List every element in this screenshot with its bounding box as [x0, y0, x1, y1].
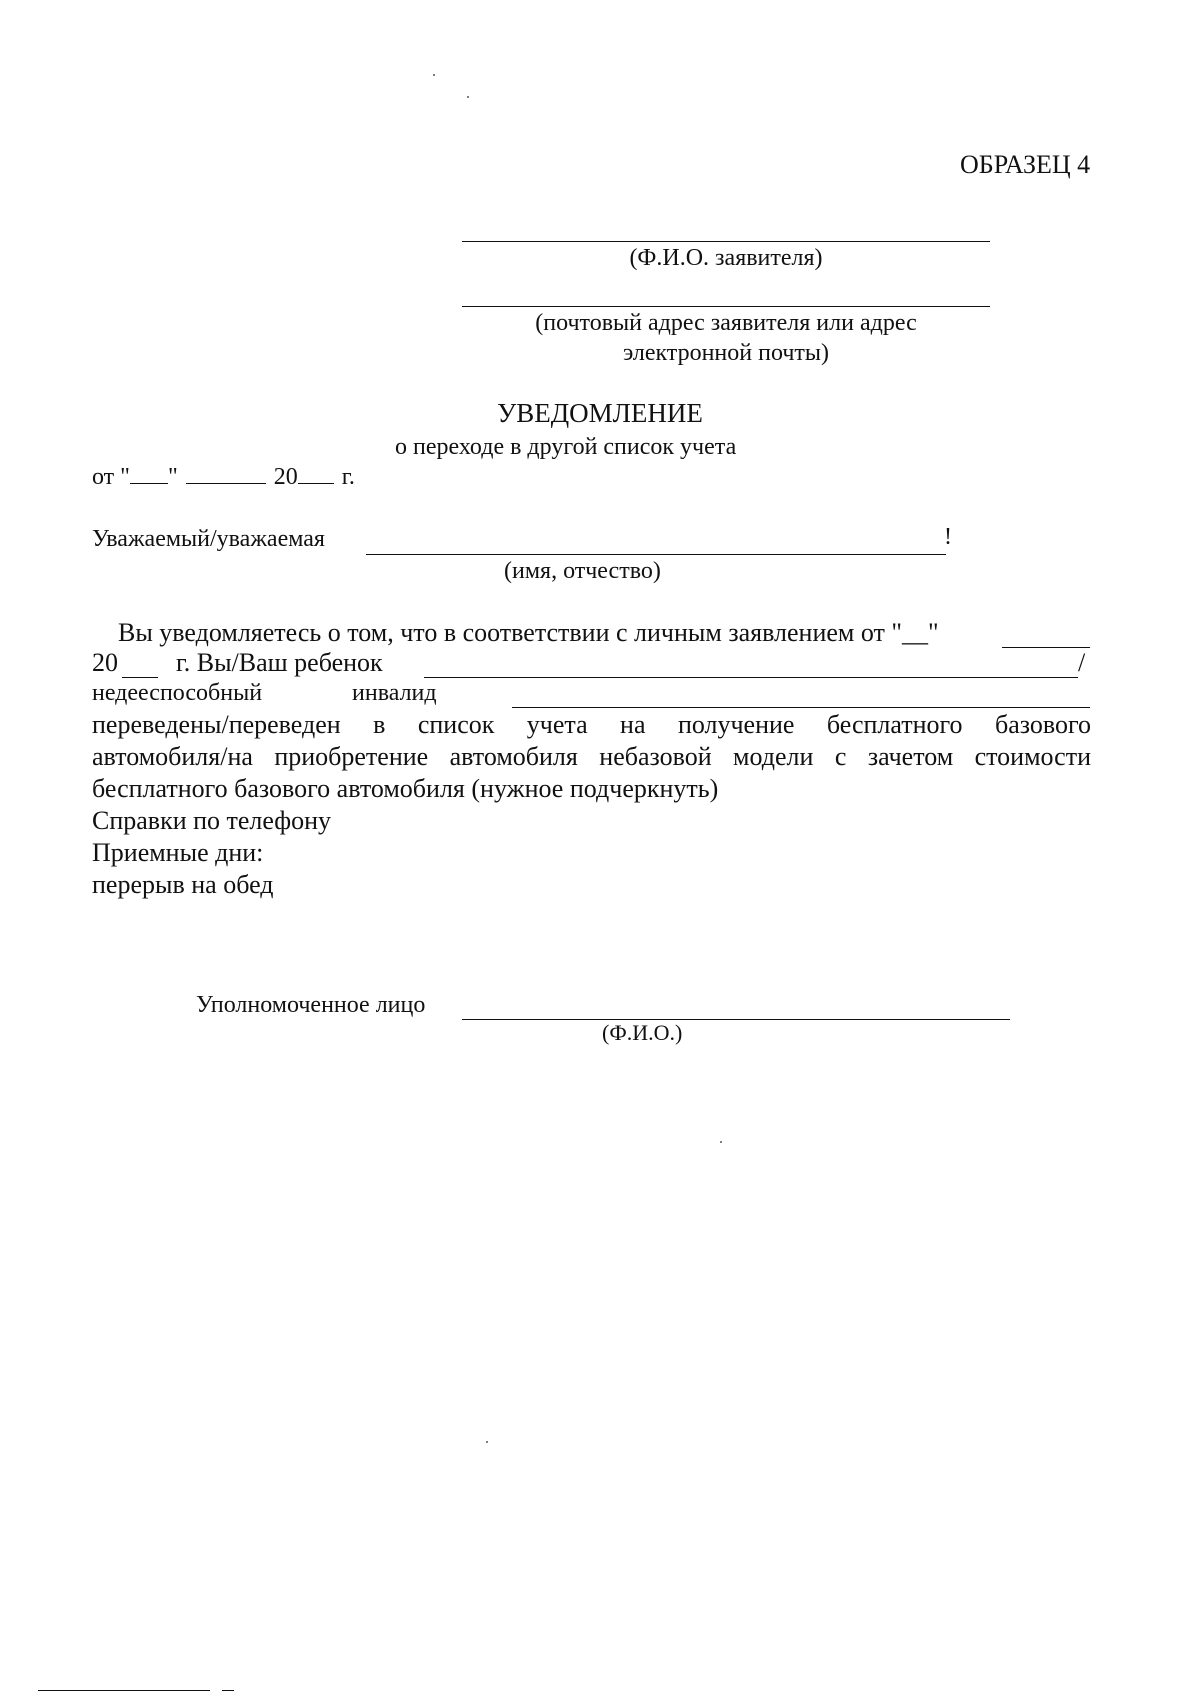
body-line-2-slash: /	[1078, 648, 1086, 677]
body-line-3-word-1: недееспособный	[92, 680, 263, 706]
lunch-break: перерыв на обед	[92, 870, 274, 899]
body-line-2-text: г. Вы/Ваш ребенок	[176, 648, 383, 677]
date-year-blank	[298, 465, 334, 484]
scan-speck	[467, 96, 469, 98]
greeting-label: Уважаемый/уважаемая	[92, 526, 325, 552]
signature-line	[462, 1019, 1010, 1020]
date-year: 20	[273, 464, 298, 490]
body-line-1-blank	[1002, 647, 1090, 648]
signature-caption: (Ф.И.О.)	[602, 1020, 683, 1045]
scan-speck	[486, 1441, 488, 1443]
applicant-address-caption-2: электронной почты)	[622, 340, 830, 366]
signature-label: Уполномоченное лицо	[196, 992, 426, 1018]
body-line-1: Вы уведомляетесь о том, что в соответствии с личным заявлением от "__"	[118, 618, 939, 647]
applicant-fio-caption: (Ф.И.О. заявителя)	[629, 245, 823, 271]
applicant-fio-line	[462, 241, 990, 242]
date-prefix: от "	[92, 464, 130, 490]
greeting-exclamation: !	[944, 524, 952, 550]
body-line-3-blank	[512, 707, 1090, 708]
date-day-blank	[130, 465, 168, 484]
date-quote: "	[167, 464, 178, 490]
body-line-2-year: 20	[92, 648, 118, 677]
footnote-rule	[38, 1690, 210, 1691]
applicant-address-line	[462, 306, 990, 307]
notice-date	[92, 464, 355, 491]
reception-days: Приемные дни:	[92, 838, 264, 867]
footnote-rule-tail	[222, 1690, 234, 1691]
greeting-caption: (имя, отчество)	[504, 558, 661, 584]
sample-label: ОБРАЗЕЦ 4	[960, 150, 1091, 179]
applicant-address-caption-1: (почтовый адрес заявителя или адрес	[535, 310, 917, 336]
scan-speck	[433, 74, 435, 76]
body-line-6: бесплатного базового автомобиля (нужное подчеркнуть)	[92, 774, 719, 803]
notice-subtitle: о переходе в другой список учета	[395, 434, 737, 460]
body-line-3-word-2: инвалид	[352, 680, 437, 706]
date-month-blank	[186, 465, 266, 484]
phone-info: Справки по телефону	[92, 806, 332, 835]
greeting-name-line	[366, 554, 946, 555]
scan-speck	[720, 1141, 722, 1143]
body-line-5: автомобиля/на приобретение автомобиля небазовой модели с зачетом стоимости	[92, 742, 1091, 771]
body-line-4: переведены/переведен в список учета на получение бесплатного базового	[92, 710, 1091, 739]
notice-title: УВЕДОМЛЕНИЕ	[497, 398, 703, 428]
date-suffix: г.	[341, 464, 355, 490]
body-line-2-blank	[424, 677, 1078, 678]
body-line-2-year-blank	[122, 677, 158, 678]
